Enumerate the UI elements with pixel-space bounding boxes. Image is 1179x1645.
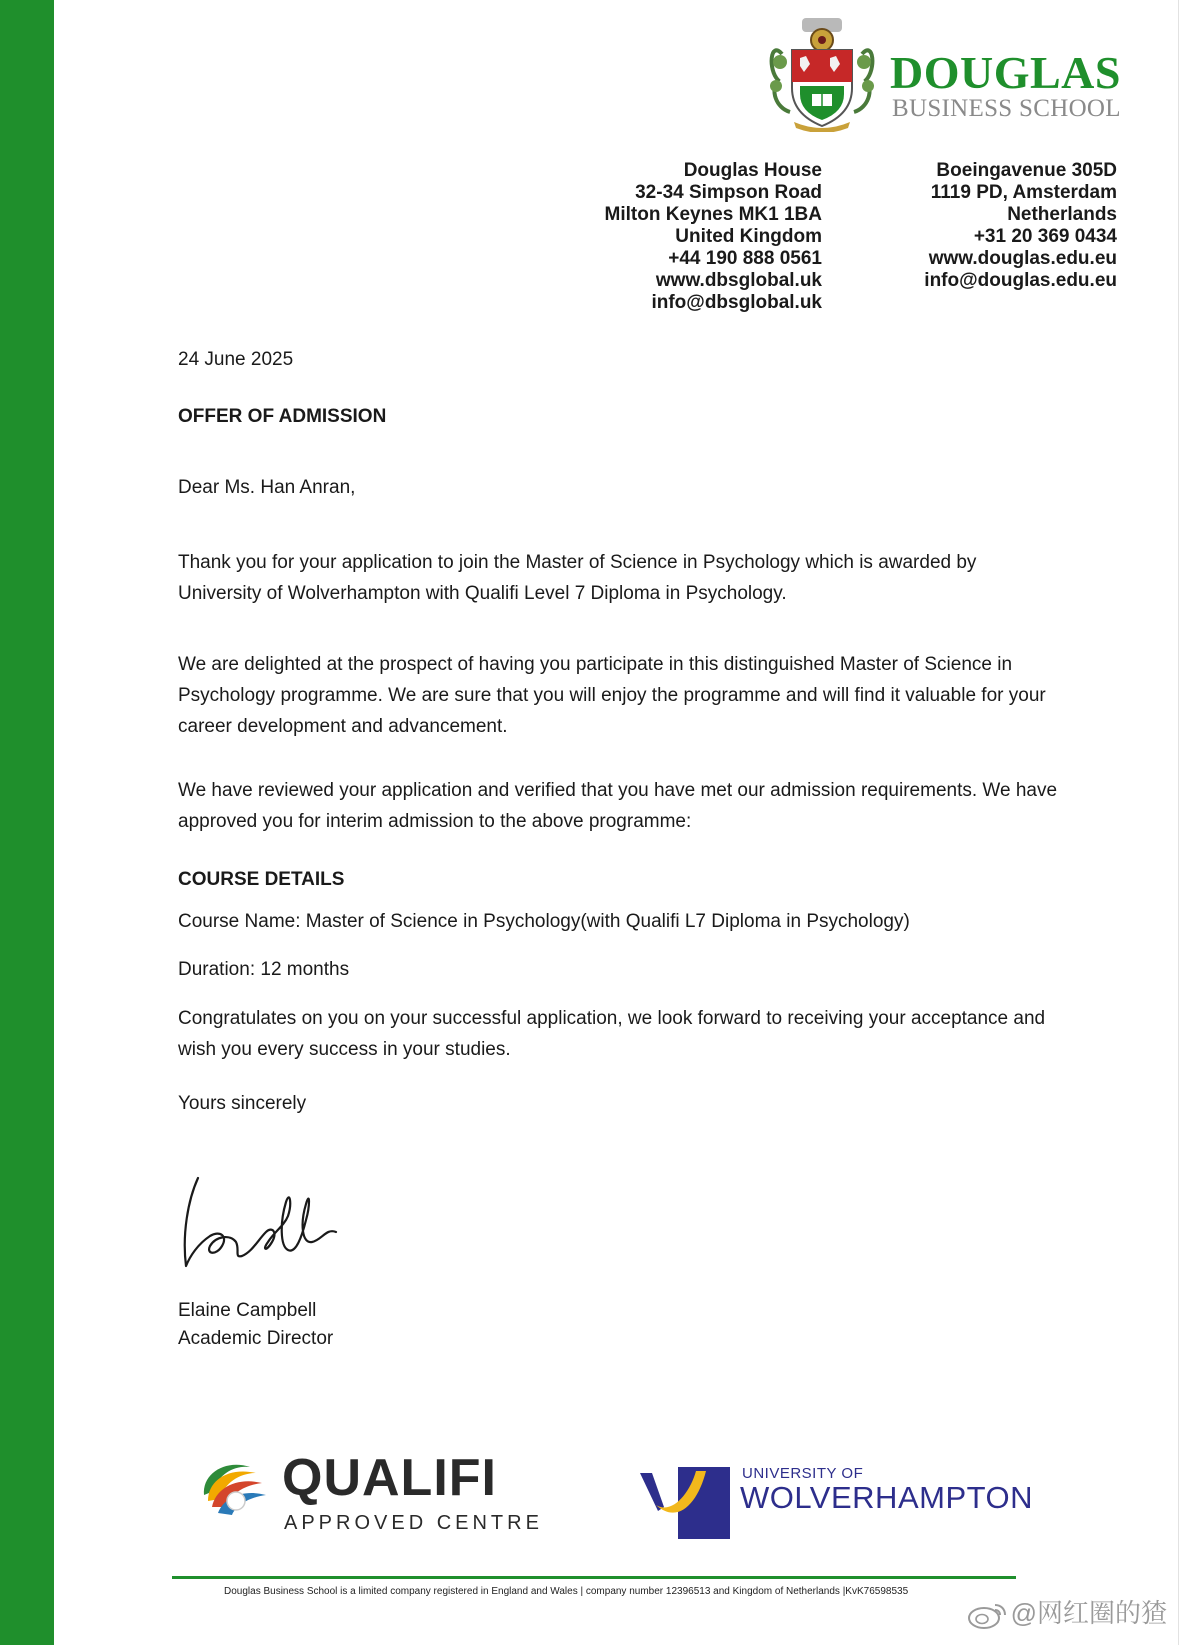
nl-address-line: 1119 PD, Amsterdam xyxy=(930,182,1117,203)
company-registration-note: Douglas Business School is a limited company registered in England and Wales | company number 12396513 and Kingdom of Netherlands |KvK76598535 xyxy=(224,1586,909,1597)
paragraph-delighted: We are delighted at the prospect of having you participate in this distinguished Master of Science in Psychology programme. We are sure that you will enjoy the programme and will find it valuable for your career development and advancement. xyxy=(178,654,1046,737)
qualifi-name: QUALIFI xyxy=(282,1449,497,1507)
letter-subject: OFFER OF ADMISSION xyxy=(178,406,387,427)
wolverhampton-prefix: UNIVERSITY OF xyxy=(742,1465,864,1482)
nl-email: info@douglas.edu.eu xyxy=(924,270,1117,291)
douglas-crest-logo xyxy=(764,10,880,132)
uk-phone: +44 190 888 0561 xyxy=(668,248,822,269)
nl-office-address xyxy=(924,160,1117,292)
uk-office-address xyxy=(605,160,822,314)
signatory-name: Elaine Campbell xyxy=(178,1300,317,1321)
nl-address-line: Netherlands xyxy=(1007,204,1117,225)
qualifi-tagline: APPROVED CENTRE xyxy=(284,1512,543,1534)
course-duration: Duration: 12 months xyxy=(178,959,350,980)
uk-email: info@dbsglobal.uk xyxy=(651,292,822,313)
signatory-title: Academic Director xyxy=(178,1328,334,1349)
uk-address-line: United Kingdom xyxy=(675,226,822,247)
handwritten-signature xyxy=(176,1170,356,1280)
uk-address-line: Milton Keynes MK1 1BA xyxy=(604,204,822,225)
qualifi-swirl-logo xyxy=(196,1455,268,1521)
weibo-icon xyxy=(967,1601,1007,1629)
school-subtitle: BUSINESS SCHOOL xyxy=(892,95,1121,122)
course-details-heading: COURSE DETAILS xyxy=(178,869,345,890)
footer-divider xyxy=(172,1576,1016,1579)
school-name: DOUGLAS xyxy=(890,47,1121,98)
paragraph-congratulations: Congratulates on you on your successful application, we look forward to receiving your acceptance and wish you every success in your studies. xyxy=(178,1008,1046,1060)
nl-phone: +31 20 369 0434 xyxy=(973,226,1117,247)
uk-address-line: Douglas House xyxy=(683,160,822,181)
nl-website: www.douglas.edu.eu xyxy=(928,248,1117,269)
uk-website: www.dbsglobal.uk xyxy=(655,270,822,291)
closing: Yours sincerely xyxy=(178,1093,307,1114)
paragraph-approval: We have reviewed your application and verified that you have met our admission requirements. We have approved you for interim admission to the above programme: xyxy=(178,780,1058,832)
left-brand-stripe xyxy=(0,0,54,1645)
paragraph-application: Thank you for your application to join the Master of Science in Psychology which is awarded by University of Wolverhampton with Qualifi Level 7 Diploma in Psychology. xyxy=(178,552,977,604)
wolverhampton-name: WOLVERHAMPTON xyxy=(740,1480,1033,1515)
watermark-text: @网红圈的猹 xyxy=(1010,1598,1167,1628)
course-name: Course Name: Master of Science in Psychology(with Qualifi L7 Diploma in Psychology) xyxy=(178,911,910,932)
salutation: Dear Ms. Han Anran, xyxy=(178,477,356,498)
wolverhampton-logo xyxy=(636,1463,734,1543)
nl-address-line: Boeingavenue 305D xyxy=(936,160,1117,181)
letter-date: 24 June 2025 xyxy=(178,349,294,370)
weibo-watermark xyxy=(967,1600,1167,1629)
uk-address-line: 32-34 Simpson Road xyxy=(635,182,822,203)
